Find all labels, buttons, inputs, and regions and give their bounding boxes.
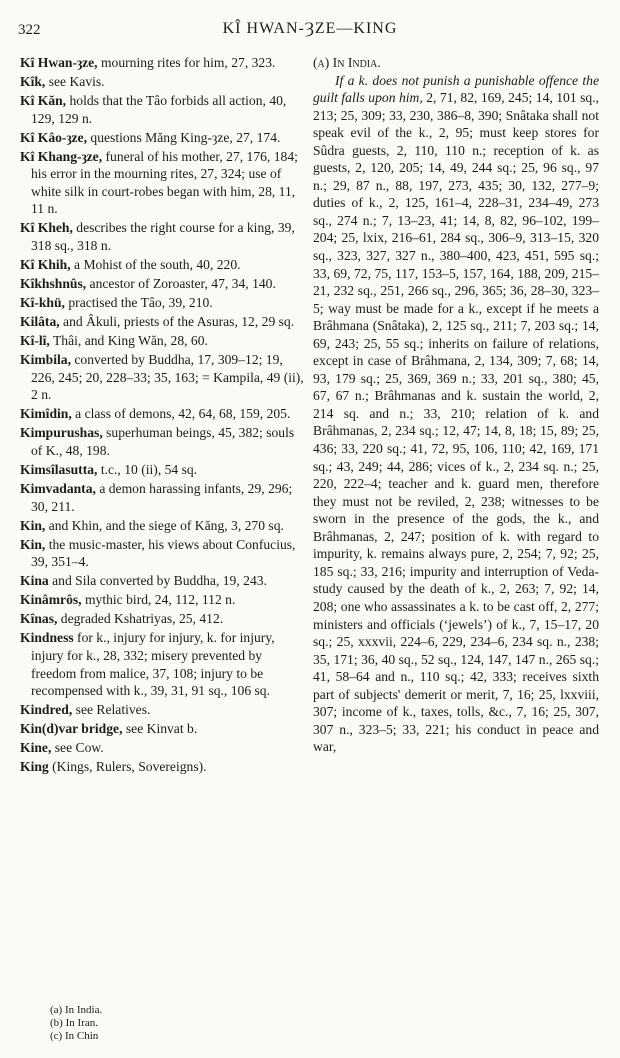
index-entry	[20, 54, 304, 72]
entry-headword: Kî Kheh,	[20, 220, 73, 236]
section-heading-india: (a) In India.	[313, 55, 381, 70]
index-entry	[20, 480, 304, 515]
entry-headword: Kimvadanta,	[20, 481, 96, 497]
index-entry	[20, 275, 304, 293]
index-entry	[20, 629, 304, 699]
entry-headword: Kilâta,	[20, 314, 60, 330]
entry-text: converted by Buddha, 17, 309–12; 19, 226, 245; 20, 228–33; 35, 163; = Kampila, 49 (ii), 2 n.	[31, 352, 304, 403]
index-entry	[20, 313, 304, 331]
running-head: KÎ HWAN-ȜZE—KING	[222, 20, 398, 37]
king-entry-continuation	[313, 54, 599, 756]
entry-text: and Sila converted by Buddha, 19, 243.	[48, 573, 267, 589]
entry-text: t.c., 10 (ii), 54 sq.	[97, 462, 198, 478]
index-entry	[20, 591, 304, 609]
entry-text: see Cow.	[51, 740, 104, 756]
entry-headword: Kî-lî,	[20, 333, 50, 349]
entry-headword: Kindness	[20, 630, 74, 646]
index-entry	[20, 351, 304, 404]
entry-headword: Kin,	[20, 536, 46, 552]
entry-headword: Kî Khang-ȝze,	[20, 148, 103, 164]
entry-text: questions Măng King-ȝze, 27, 174.	[87, 129, 281, 145]
index-entry	[20, 572, 304, 590]
entry-text: degraded Kshatriyas, 25, 412.	[57, 611, 224, 627]
footnote: (a) In India.	[50, 1004, 103, 1016]
entry-text: and Âkuli, priests of the Asuras, 12, 29 sq.	[59, 314, 295, 330]
entry-text: (Kings, Rulers, Sovereigns).	[48, 759, 207, 775]
index-entry	[20, 720, 304, 738]
footnote-list	[50, 1004, 102, 1043]
entry-text: mythic bird, 24, 112, 112 n.	[81, 592, 236, 608]
index-entry	[20, 424, 304, 459]
entry-headword: Kimbila,	[20, 352, 71, 368]
page-number: 322	[18, 22, 41, 38]
entry-headword: Kî-khü,	[20, 295, 65, 311]
entry-headword: Kin(d)var bridge,	[20, 721, 123, 737]
index-column-right	[313, 54, 599, 756]
entry-text: a class of demons, 42, 64, 68, 159, 205.	[71, 406, 291, 422]
entry-headword: Kînas,	[20, 611, 58, 627]
index-entry	[20, 701, 304, 719]
entry-headword: Kin,	[20, 517, 46, 533]
entry-text: for k., injury for injury, k. for injury, injury for k., 28, 332; misery prevented by freedom from malice, 37, 108; injury to be recompensed with k., 39, 31, 91 sq., 106 sq.	[31, 630, 275, 699]
entry-headword: Kîk,	[20, 74, 46, 90]
index-entry	[20, 92, 304, 127]
entry-headword: Kimîdin,	[20, 406, 72, 422]
entry-text: a Mohist of the south, 40, 220.	[70, 257, 241, 273]
index-column-left	[20, 54, 304, 777]
entry-headword: Kina	[20, 573, 49, 589]
index-entry	[20, 405, 304, 423]
entry-text: and Khin, and the siege of Kăng, 3, 270 sq.	[45, 517, 284, 533]
entry-headword: Kindred,	[20, 702, 73, 718]
entry-text: ancestor of Zoroaster, 47, 34, 140.	[86, 276, 276, 292]
entry-text: describes the right course for a king, 39, 318 sq., 318 n.	[31, 220, 295, 253]
entry-headword: Kimpurushas,	[20, 425, 103, 441]
entry-text: funeral of his mother, 27, 176, 184; his error in the mourning rites, 27, 324; use of white silk in court-robes began with him, 28, 11, 11 n.	[31, 148, 298, 217]
entry-text: the music-master, his views about Confucius, 39, 351–4.	[31, 536, 296, 570]
index-entry	[20, 461, 304, 479]
index-entry	[20, 129, 304, 147]
entry-text: see Kavis.	[45, 74, 105, 90]
index-entry	[20, 219, 304, 254]
entry-text: superhuman beings, 45, 382; souls of K., 48, 198.	[31, 425, 295, 458]
index-entry	[20, 517, 304, 535]
entry-text: practised the Tâo, 39, 210.	[64, 295, 213, 311]
lead-italic-text: If a k. does not punish a punishable offence the guilt falls upon him,	[313, 72, 599, 106]
entry-headword: Kimsîlasutta,	[20, 462, 98, 478]
index-entry	[20, 758, 304, 776]
index-entry	[20, 536, 304, 571]
entry-headword: Kine,	[20, 740, 52, 756]
index-entry	[20, 739, 304, 757]
entry-text: a demon harassing infants, 29, 296; 30, 211.	[31, 481, 293, 514]
index-entry	[20, 148, 304, 218]
entry-headword: Kinâmrôs,	[20, 592, 82, 608]
index-entry	[20, 294, 304, 312]
entry-headword: Kî Kăn,	[20, 93, 67, 109]
index-entry	[20, 610, 304, 628]
footnote: (c) In Chin	[50, 1030, 99, 1042]
index-entry	[20, 73, 304, 91]
entry-text: Thâi, and King Wăn, 28, 60.	[49, 333, 208, 349]
entry-headword: Kî Kâo-ȝze,	[20, 129, 87, 145]
entry-headword: Kî Khih,	[20, 257, 71, 273]
entry-headword: King	[20, 759, 49, 775]
entry-headword: Kî Hwan-ȝze,	[20, 55, 98, 70]
entry-text: see Relatives.	[72, 702, 151, 718]
index-entry	[20, 256, 304, 274]
index-entry	[20, 332, 304, 350]
entry-text: mourning rites for him, 27, 323.	[97, 55, 276, 70]
entry-text: see Kinvat b.	[122, 721, 198, 737]
entry-text: holds that the Tâo forbids all action, 40, 129, 129 n.	[31, 93, 287, 126]
entry-body: 2, 71, 82, 169, 245; 14, 101 sq., 213; 25, 309; 33, 230, 386–8, 390; Snâtaka shall not speak evil of the k., 2, 95; must keep stores for Sûdra guests, 2, 110, 110 n.; reception of k. as guests, 2, 120, 205; 14, 49, 244 sq.; 25, 96 sq., 97 n.; 29, 87 n., 88, 197, 273, 435; 30, 132, 277–9; duties of k., 2, 125, 161–4, 228–31, 234–49, 273 sq., 274 n.; 7, 13–23, 41; 14, 8, 82, 96–102, 199–204; 25, lxix, 216–61, 284 sq., 306–9, 313–15, 320 sq., 323, 327, 327 n., 380–400, 423, 451, 595 sq.; 33, 69, 72, 75, 117, 153–5, 157, 164, 188, 209, 215–21, 232 sq., 251, 266 sq., 296, 365; 36, 28–30, 323–5; way must be made for a k., except if he meets a Brâhmana (Snâtaka), 2, 125 sq., 211; 7, 203 sq.; 14, 69, 243; 25, 55 sq.; inherits on failure of relations, except in case of Brâhmana, 2, 134, 309; 7, 68; 14, 93, 179 sq.; 25, 369, 369 n.; 33, 201 sq., 380; 45, 67, 67 n.; Brâhmanas and k. sustain the world, 2, 214 sq. and n.; 33, 210; relation of k. and Brâhmanas, 2, 234 sq.; 12, 47; 14, 8, 18; 15, 89; 25, 436; 33, 220 sq.; 41, 72, 95, 106, 110; 42, 169, 171 sq.; 43, 249; 44, 286; vices of k., 2, 234 sq. n.; 25, 220, 222–4; teacher and k. guard men, therefore they must not be reviled, 2, 238; witnesses to be sworn in the presence of the gods, the k., and Brâhmanas, 2, 247; position of k. with regard to impurity, k. remains always pure, 2, 254; 7, 92; 25, 185 sq.; 33, 216; impurity and interruption of Veda-study caused by the death of k., 2, 263; 7, 92; 14, 208; one who assassinates a k. to be cast off, 2, 277; ministers and officials (‘jewels’) of k., 7, 15–17, 20 sq.; 25, xxxvii, 224–6, 229, 234–6, 234 sq. n., 238; 35, 171; 36, 40 sq., 52 sq., 124, 147, 147 n., 265 sq.; 41, 58–64 and n., 110 sq.; 42, 333; receives sixth part of subjects' demerit or merit, 7, 16; 25, lxxviii, 307; income of k., taxes, tolls, &c., 7, 16; 25, 307, 307 n., 323–5; 33, 221; his conduct in peace and war,	[313, 90, 600, 755]
footnote: (b) In Iran.	[50, 1017, 98, 1029]
entry-headword: Kîkhshnûs,	[20, 276, 87, 292]
